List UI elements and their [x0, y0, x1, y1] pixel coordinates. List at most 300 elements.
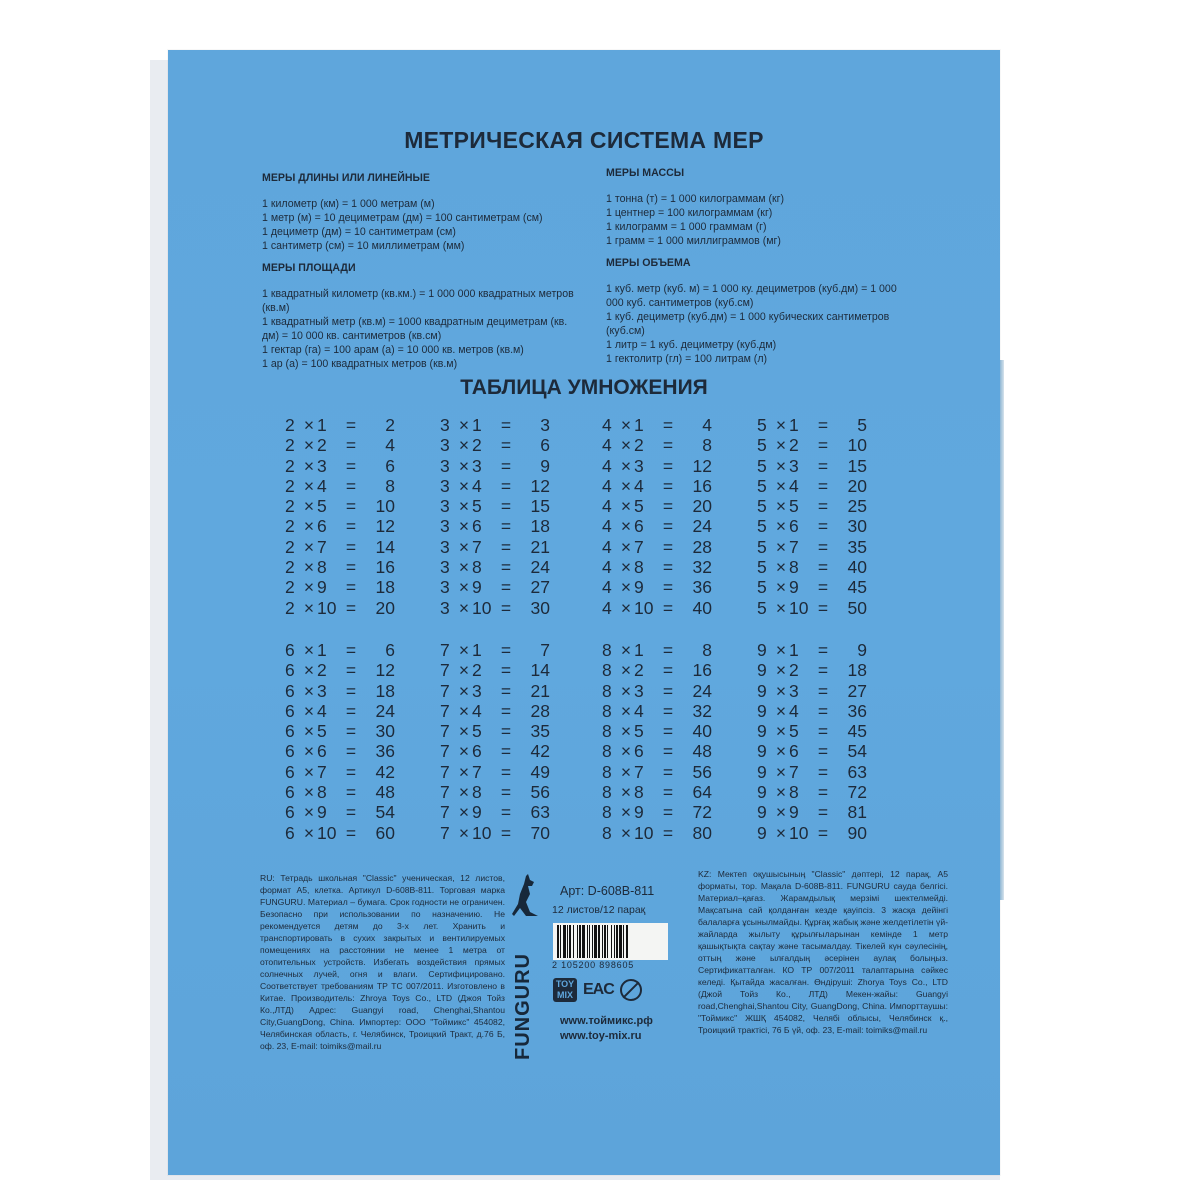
multiplication-cell: 9: [757, 822, 767, 843]
multiplication-cell: ×: [458, 475, 470, 496]
multiplication-cell: 6: [540, 435, 550, 456]
multiplication-cell: =: [500, 741, 512, 762]
multiplication-cell: 6: [285, 822, 295, 843]
multiplication-cell: 5: [857, 415, 867, 435]
multiplication-row: [757, 516, 872, 536]
multiplication-cell: ×: [620, 577, 632, 598]
volume-line: 1 куб. метр (куб. м) = 1 000 ку. дециметров (куб.дм) = 1 000 000 куб. сантиметров (куб.см): [606, 283, 897, 309]
multiplication-cell: 4: [602, 597, 612, 618]
multiplication-cell: ×: [458, 660, 470, 681]
multiplication-cell: 8: [602, 680, 612, 701]
multiplication-cell: 3: [440, 496, 450, 517]
multiplication-cell: 8: [472, 557, 482, 578]
multiplication-row: [440, 456, 555, 476]
multiplication-cell: 16: [692, 660, 712, 681]
multiplication-cell: =: [662, 782, 674, 803]
multiplication-row: [602, 640, 717, 660]
multiplication-cell: 42: [375, 761, 395, 782]
multiplication-row: [285, 741, 400, 761]
multiplication-cell: 3: [634, 680, 644, 701]
multiplication-cell: ×: [458, 741, 470, 762]
multiplication-cell: =: [817, 802, 829, 823]
multiplication-cell: 3: [540, 415, 550, 435]
multiplication-cell: 6: [789, 516, 799, 537]
multiplication-cell: 5: [757, 415, 767, 435]
multiplication-row: [440, 741, 555, 761]
multiplication-row: [285, 435, 400, 455]
multiplication-cell: 6: [285, 721, 295, 742]
multiplication-cell: ×: [303, 721, 315, 742]
multiplication-cell: 10: [789, 597, 809, 618]
multiplication-row: [440, 660, 555, 680]
multiplication-cell: 10: [317, 822, 337, 843]
multiplication-cell: 72: [692, 802, 712, 823]
multiplication-cell: 5: [634, 721, 644, 742]
multiplication-cell: 7: [472, 536, 482, 557]
multiplication-column-8: [602, 640, 717, 843]
multiplication-row: [285, 721, 400, 741]
multiplication-cell: 14: [375, 536, 395, 557]
metric-system-title: МЕТРИЧЕСКАЯ СИСТЕМА МЕР: [404, 127, 764, 153]
multiplication-cell: 45: [847, 721, 867, 742]
multiplication-cell: 36: [847, 700, 867, 721]
notebook-cover: [168, 50, 1000, 1175]
multiplication-cell: 2: [472, 435, 482, 456]
multiplication-cell: 8: [602, 721, 612, 742]
multiplication-cell: =: [662, 516, 674, 537]
multiplication-cell: =: [662, 597, 674, 618]
multiplication-cell: 24: [530, 557, 550, 578]
multiplication-cell: 2: [789, 660, 799, 681]
length-measures: [262, 171, 562, 253]
multiplication-cell: =: [500, 597, 512, 618]
multiplication-row: [602, 762, 717, 782]
multiplication-row: [285, 660, 400, 680]
multiplication-cell: 3: [634, 455, 644, 476]
multiplication-row: [757, 598, 872, 618]
multiplication-cell: ×: [458, 577, 470, 598]
brand-name-vertical: FUNGURU: [512, 953, 534, 1060]
multiplication-cell: ×: [775, 741, 787, 762]
multiplication-cell: 2: [634, 435, 644, 456]
multiplication-cell: ×: [458, 761, 470, 782]
mass-measures: [606, 166, 906, 248]
multiplication-cell: =: [817, 475, 829, 496]
multiplication-cell: ×: [775, 516, 787, 537]
multiplication-row: [757, 701, 872, 721]
multiplication-row: [602, 577, 717, 597]
multiplication-cell: =: [345, 577, 357, 598]
multiplication-cell: 8: [602, 822, 612, 843]
mass-measures-title: МЕРЫ МАССЫ: [606, 167, 685, 179]
multiplication-row: [757, 435, 872, 455]
multiplication-cell: =: [817, 721, 829, 742]
multiplication-cell: 3: [317, 680, 327, 701]
multiplication-cell: ×: [775, 577, 787, 598]
multiplication-row: [757, 762, 872, 782]
multiplication-row: [757, 476, 872, 496]
multiplication-cell: 3: [440, 577, 450, 598]
multiplication-cell: ×: [775, 802, 787, 823]
multiplication-cell: ×: [620, 536, 632, 557]
multiplication-cell: 2: [285, 475, 295, 496]
multiplication-row: [757, 660, 872, 680]
multiplication-cell: 9: [472, 802, 482, 823]
multiplication-cell: ×: [620, 761, 632, 782]
mass-line: 1 центнер = 100 килограммам (кг): [606, 207, 773, 219]
area-line: 1 квадратный метр (кв.м) = 1000 квадратным дециметрам (кв. дм) = 10 000 кв. сантиметров (кв.см): [262, 316, 568, 342]
multiplication-cell: 7: [440, 761, 450, 782]
multiplication-cell: =: [345, 640, 357, 660]
multiplication-cell: 8: [634, 782, 644, 803]
multiplication-cell: ×: [458, 496, 470, 517]
multiplication-cell: =: [345, 455, 357, 476]
multiplication-cell: =: [817, 700, 829, 721]
multiplication-cell: =: [817, 496, 829, 517]
multiplication-cell: 5: [757, 536, 767, 557]
area-line: 1 ар (а) = 100 квадратных метров (кв.м): [262, 358, 458, 370]
multiplication-row: [757, 577, 872, 597]
multiplication-cell: 9: [757, 700, 767, 721]
multiplication-row: [757, 802, 872, 822]
multiplication-row: [440, 598, 555, 618]
multiplication-cell: 40: [847, 557, 867, 578]
multiplication-cell: 5: [757, 557, 767, 578]
multiplication-cell: ×: [775, 761, 787, 782]
multiplication-cell: ×: [775, 660, 787, 681]
multiplication-cell: 5: [317, 496, 327, 517]
multiplication-row: [285, 782, 400, 802]
multiplication-cell: ×: [620, 475, 632, 496]
multiplication-cell: 1: [317, 640, 327, 660]
multiplication-cell: 49: [530, 761, 550, 782]
multiplication-cell: 6: [285, 761, 295, 782]
multiplication-cell: 9: [540, 455, 550, 476]
multiplication-cell: ×: [775, 557, 787, 578]
multiplication-cell: 25: [847, 496, 867, 517]
multiplication-row: [440, 762, 555, 782]
multiplication-cell: 72: [847, 782, 867, 803]
multiplication-cell: 32: [692, 557, 712, 578]
multiplication-cell: 8: [385, 475, 395, 496]
multiplication-cell: =: [500, 496, 512, 517]
multiplication-cell: 7: [789, 761, 799, 782]
multiplication-row: [602, 681, 717, 701]
multiplication-row: [602, 782, 717, 802]
multiplication-cell: =: [662, 822, 674, 843]
multiplication-cell: =: [500, 700, 512, 721]
multiplication-cell: 1: [472, 640, 482, 660]
multiplication-cell: =: [500, 577, 512, 598]
multiplication-cell: 9: [317, 802, 327, 823]
multiplication-row: [602, 496, 717, 516]
multiplication-row: [440, 435, 555, 455]
multiplication-cell: =: [500, 435, 512, 456]
multiplication-column-9: [757, 640, 872, 843]
multiplication-cell: 3: [440, 455, 450, 476]
multiplication-cell: 9: [757, 761, 767, 782]
multiplication-cell: 28: [692, 536, 712, 557]
area-measures-title: МЕРЫ ПЛОЩАДИ: [262, 262, 356, 274]
multiplication-cell: 4: [634, 475, 644, 496]
multiplication-cell: ×: [458, 640, 470, 660]
multiplication-cell: 21: [530, 680, 550, 701]
multiplication-column-4: [602, 415, 717, 618]
multiplication-cell: ×: [620, 435, 632, 456]
multiplication-cell: 9: [757, 721, 767, 742]
multiplication-cell: =: [500, 640, 512, 660]
multiplication-row: [285, 802, 400, 822]
multiplication-cell: ×: [303, 761, 315, 782]
multiplication-cell: =: [817, 741, 829, 762]
multiplication-cell: ×: [303, 680, 315, 701]
multiplication-cell: ×: [458, 802, 470, 823]
multiplication-cell: 4: [789, 700, 799, 721]
multiplication-cell: 8: [602, 640, 612, 660]
multiplication-cell: 9: [857, 640, 867, 660]
multiplication-cell: 27: [530, 577, 550, 598]
multiplication-cell: ×: [775, 782, 787, 803]
multiplication-cell: 7: [440, 782, 450, 803]
multiplication-cell: 50: [847, 597, 867, 618]
multiplication-cell: 4: [602, 475, 612, 496]
multiplication-cell: ×: [620, 597, 632, 618]
multiplication-cell: 54: [375, 802, 395, 823]
multiplication-cell: ×: [775, 721, 787, 742]
multiplication-cell: 36: [375, 741, 395, 762]
volume-measures: [606, 256, 906, 366]
multiplication-cell: 64: [692, 782, 712, 803]
multiplication-cell: 2: [285, 516, 295, 537]
multiplication-cell: 24: [692, 516, 712, 537]
article-number: Арт: D-608B-811: [560, 884, 655, 898]
multiplication-cell: =: [500, 761, 512, 782]
multiplication-row: [285, 577, 400, 597]
multiplication-cell: =: [345, 597, 357, 618]
multiplication-cell: 7: [789, 536, 799, 557]
multiplication-row: [440, 701, 555, 721]
multiplication-cell: 9: [634, 577, 644, 598]
multiplication-row: [440, 782, 555, 802]
multiplication-cell: 7: [317, 761, 327, 782]
multiplication-cell: =: [817, 516, 829, 537]
multiplication-row: [757, 721, 872, 741]
multiplication-cell: 18: [375, 577, 395, 598]
multiplication-cell: =: [345, 822, 357, 843]
multiplication-row: [602, 598, 717, 618]
multiplication-cell: 2: [285, 597, 295, 618]
mass-line: 1 грамм = 1 000 миллиграммов (мг): [606, 235, 781, 247]
multiplication-cell: =: [500, 660, 512, 681]
multiplication-cell: 7: [440, 700, 450, 721]
multiplication-cell: 2: [285, 455, 295, 476]
multiplication-cell: ×: [303, 516, 315, 537]
multiplication-cell: =: [662, 557, 674, 578]
multiplication-cell: 6: [634, 741, 644, 762]
multiplication-cell: =: [345, 496, 357, 517]
length-line: 1 километр (км) = 1 000 метрам (м): [262, 198, 435, 210]
multiplication-cell: ×: [303, 782, 315, 803]
multiplication-cell: 3: [440, 536, 450, 557]
multiplication-cell: =: [817, 536, 829, 557]
multiplication-cell: 56: [692, 761, 712, 782]
multiplication-row: [285, 496, 400, 516]
multiplication-cell: 2: [789, 435, 799, 456]
multiplication-cell: =: [662, 700, 674, 721]
multiplication-cell: ×: [620, 721, 632, 742]
multiplication-cell: 4: [602, 536, 612, 557]
multiplication-cell: =: [345, 700, 357, 721]
multiplication-cell: 12: [375, 660, 395, 681]
multiplication-row: [440, 537, 555, 557]
multiplication-cell: ×: [458, 516, 470, 537]
multiplication-cell: ×: [303, 597, 315, 618]
multiplication-row: [440, 823, 555, 843]
multiplication-cell: 1: [634, 640, 644, 660]
multiplication-row: [757, 496, 872, 516]
multiplication-cell: 8: [789, 782, 799, 803]
multiplication-cell: =: [817, 435, 829, 456]
multiplication-cell: 20: [847, 475, 867, 496]
multiplication-cell: 5: [472, 721, 482, 742]
barcode-icon: [553, 923, 668, 960]
multiplication-cell: =: [345, 435, 357, 456]
multiplication-cell: 8: [602, 802, 612, 823]
volume-measures-title: МЕРЫ ОБЪЕМА: [606, 257, 691, 269]
multiplication-cell: ×: [775, 496, 787, 517]
multiplication-cell: 2: [285, 435, 295, 456]
multiplication-cell: ×: [303, 802, 315, 823]
multiplication-cell: 1: [789, 415, 799, 435]
area-line: 1 гектар (га) = 100 арам (а) = 10 000 кв. метров (кв.м): [262, 344, 524, 356]
multiplication-cell: =: [345, 660, 357, 681]
multiplication-cell: 8: [602, 761, 612, 782]
multiplication-cell: 10: [472, 597, 492, 618]
multiplication-cell: =: [817, 577, 829, 598]
multiplication-cell: 16: [692, 475, 712, 496]
multiplication-row: [757, 537, 872, 557]
multiplication-cell: 4: [602, 435, 612, 456]
multiplication-row: [757, 456, 872, 476]
multiplication-cell: ×: [458, 455, 470, 476]
multiplication-cell: =: [662, 455, 674, 476]
multiplication-cell: =: [500, 822, 512, 843]
multiplication-cell: 3: [440, 435, 450, 456]
multiplication-row: [285, 557, 400, 577]
multiplication-cell: =: [817, 782, 829, 803]
not-for-children-icon: [620, 979, 642, 1001]
multiplication-cell: 6: [317, 741, 327, 762]
area-measures: [262, 261, 582, 371]
multiplication-cell: 3: [789, 455, 799, 476]
multiplication-cell: 8: [602, 700, 612, 721]
multiplication-cell: 42: [530, 741, 550, 762]
multiplication-cell: ×: [303, 640, 315, 660]
multiplication-cell: 4: [602, 496, 612, 517]
multiplication-cell: ×: [775, 640, 787, 660]
multiplication-cell: ×: [620, 741, 632, 762]
multiplication-cell: ×: [303, 475, 315, 496]
multiplication-cell: =: [500, 455, 512, 476]
multiplication-cell: =: [817, 455, 829, 476]
multiplication-cell: 4: [385, 435, 395, 456]
multiplication-cell: =: [662, 802, 674, 823]
multiplication-cell: 45: [847, 577, 867, 598]
multiplication-row: [285, 640, 400, 660]
multiplication-row: [285, 476, 400, 496]
multiplication-row: [757, 823, 872, 843]
multiplication-cell: ×: [458, 721, 470, 742]
multiplication-cell: ×: [303, 660, 315, 681]
multiplication-cell: 24: [692, 680, 712, 701]
multiplication-cell: ×: [303, 455, 315, 476]
multiplication-cell: 18: [530, 516, 550, 537]
multiplication-cell: =: [817, 761, 829, 782]
multiplication-cell: 27: [847, 680, 867, 701]
multiplication-row: [285, 537, 400, 557]
multiplication-cell: =: [345, 415, 357, 435]
multiplication-cell: =: [662, 680, 674, 701]
multiplication-cell: 35: [847, 536, 867, 557]
multiplication-cell: =: [500, 721, 512, 742]
multiplication-row: [285, 823, 400, 843]
multiplication-cell: 6: [789, 741, 799, 762]
multiplication-cell: =: [662, 761, 674, 782]
multiplication-row: [602, 721, 717, 741]
multiplication-cell: =: [662, 741, 674, 762]
multiplication-cell: 3: [317, 455, 327, 476]
multiplication-row: [285, 456, 400, 476]
multiplication-cell: =: [345, 721, 357, 742]
multiplication-cell: 9: [757, 680, 767, 701]
multiplication-column-6: [285, 640, 400, 843]
multiplication-cell: 4: [702, 415, 712, 435]
multiplication-cell: ×: [775, 475, 787, 496]
multiplication-cell: ×: [303, 557, 315, 578]
legal-text-kz: KZ: Мектеп оқушысының "Classic" дәптері, 12 парақ, А5 форматы, тор. Мақала D-608B-811. FUNGURU сауда белгісі. Материал–қағаз. Жарамдылық мерзімі шектелмейді. Мақсатына сай қолданған кезде қауіпсіз. 3 жасқа дейінгі балаларға ұсынылмайды. Құрғақ жабық және желдетілетін үй-жайларда жылыту құрылғыларынан кемінде 1 метр қашықтықта сақтау және тасымалдау. Тікелей күн сәулесінің, оттың және ылғалдың әсерінен аулақ болыңыз. Сертификатталған. КО ТР 007/2011 талаптарына сәйкес келеді. Қытайда жасалған. Өндіруші: Zhorya Toys Co., LTD (Джой Тойз Ко., ЛТД) Мекен-жайы: Guangyi road,Chenghai,Shantou City, GuangDong, China. Импорттаушы: "Тоймикс" ЖШҚ 454082, Челябі облысы, Челябинск қ., Троицкий трактісі, 76 Б үй, оф. 23, E-mail: toimiks@mail.ru: [698, 869, 948, 1035]
multiplication-cell: =: [500, 557, 512, 578]
multiplication-cell: 5: [789, 721, 799, 742]
multiplication-cell: =: [500, 415, 512, 435]
multiplication-row: [440, 681, 555, 701]
length-line: 1 дециметр (дм) = 10 сантиметрам (см): [262, 226, 456, 238]
multiplication-row: [285, 762, 400, 782]
multiplication-column-2: [285, 415, 400, 618]
multiplication-cell: 6: [285, 802, 295, 823]
barcode-number: 2 105200 898605: [552, 960, 635, 970]
multiplication-cell: 5: [757, 496, 767, 517]
length-measures-title: МЕРЫ ДЛИНЫ ИЛИ ЛИНЕЙНЫЕ: [262, 172, 430, 184]
multiplication-cell: ×: [303, 700, 315, 721]
multiplication-row: [757, 782, 872, 802]
multiplication-cell: 9: [789, 577, 799, 598]
multiplication-cell: 12: [692, 455, 712, 476]
multiplication-cell: 4: [317, 475, 327, 496]
multiplication-cell: =: [662, 721, 674, 742]
multiplication-cell: ×: [620, 680, 632, 701]
multiplication-cell: ×: [775, 680, 787, 701]
volume-line: 1 литр = 1 куб. дециметру (куб.дм): [606, 339, 777, 351]
multiplication-cell: 10: [634, 822, 654, 843]
multiplication-cell: =: [500, 536, 512, 557]
multiplication-cell: 7: [540, 640, 550, 660]
multiplication-cell: =: [345, 516, 357, 537]
multiplication-cell: 3: [440, 516, 450, 537]
multiplication-cell: 9: [757, 802, 767, 823]
multiplication-row: [440, 557, 555, 577]
multiplication-cell: 8: [702, 435, 712, 456]
multiplication-cell: =: [500, 802, 512, 823]
